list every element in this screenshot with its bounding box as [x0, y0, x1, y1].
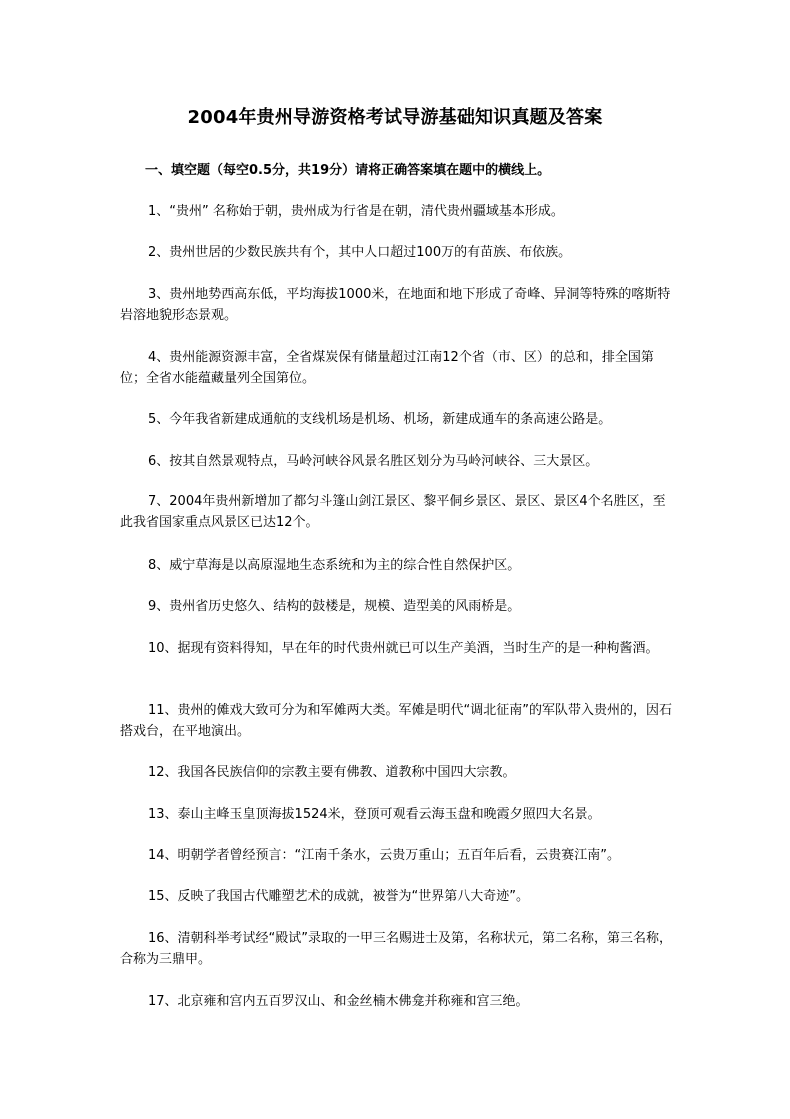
document-title: 2004年贵州导游资格考试导游基础知识真题及答案 [187, 107, 603, 128]
section-heading: 一、填空题（每空0.5分，共19分）请将正确答案填在题中的横线上。 [145, 163, 551, 178]
question-item: 12、我国各民族信仰的宗教主要有佛教、道教称中国四大宗教。 [148, 765, 516, 780]
question-item: 2、贵州世居的少数民族共有个，其中人口超过100万的有苗族、布依族。 [148, 245, 572, 260]
question-item: 16、清朝科举考试经“殿试”录取的一甲三名赐进士及第，名称状元，第二名称，第三名称，合称为三鼎甲。 [120, 931, 673, 967]
question-item: 11、贵州的傩戏大致可分为和军傩两大类。军傩是明代“调北征南”的军队带入贵州的，因石搭戏台，在平地演出。 [120, 703, 673, 739]
question-item: 7、2004年贵州新增加了都匀斗篷山剑江景区、黎平侗乡景区、景区、景区4个名胜区，至此我省国家重点风景区已达12个。 [120, 494, 666, 530]
question-item: 8、威宁草海是以高原湿地生态系统和为主的综合性自然保护区。 [148, 558, 521, 573]
question-item: 17、北京雍和宫内五百罗汉山、和金丝楠木佛龛并称雍和宫三绝。 [148, 994, 529, 1009]
question-item: 4、贵州能源资源丰富，全省煤炭保有储量超过江南12个省（市、区）的总和，排全国第位；全省水能蕴藏量列全国第位。 [120, 350, 654, 386]
question-item: 13、泰山主峰玉皇顶海拔1524米，登顶可观看云海玉盘和晚霞夕照四大名景。 [148, 807, 601, 822]
question-item: 5、今年我省新建成通航的支线机场是机场、机场，新建成通车的条高速公路是。 [148, 412, 612, 427]
question-item: 6、按其自然景观特点，马岭河峡谷风景名胜区划分为马岭河峡谷、三大景区。 [148, 454, 599, 469]
question-item: 15、反映了我国古代雕塑艺术的成就，被誉为“世界第八大奇迹”。 [148, 889, 530, 904]
question-item: 14、明朝学者曾经预言：“江南千条水，云贵万重山；五百年后看，云贵赛江南”。 [148, 848, 621, 863]
question-item: 9、贵州省历史悠久、结构的鼓楼是，规模、造型美的风雨桥是。 [148, 599, 521, 614]
question-item: 1、“贵州” 名称始于朝，贵州成为行省是在朝，清代贵州疆域基本形成。 [148, 204, 564, 219]
question-item: 10、据现有资料得知，早在年的时代贵州就已可以生产美酒，当时生产的是一种枸酱酒。 [148, 641, 659, 656]
question-item: 3、贵州地势西高东低，平均海拔1000米，在地面和地下形成了奇峰、异洞等特殊的喀斯特岩溶地貌形态景观。 [120, 287, 671, 323]
